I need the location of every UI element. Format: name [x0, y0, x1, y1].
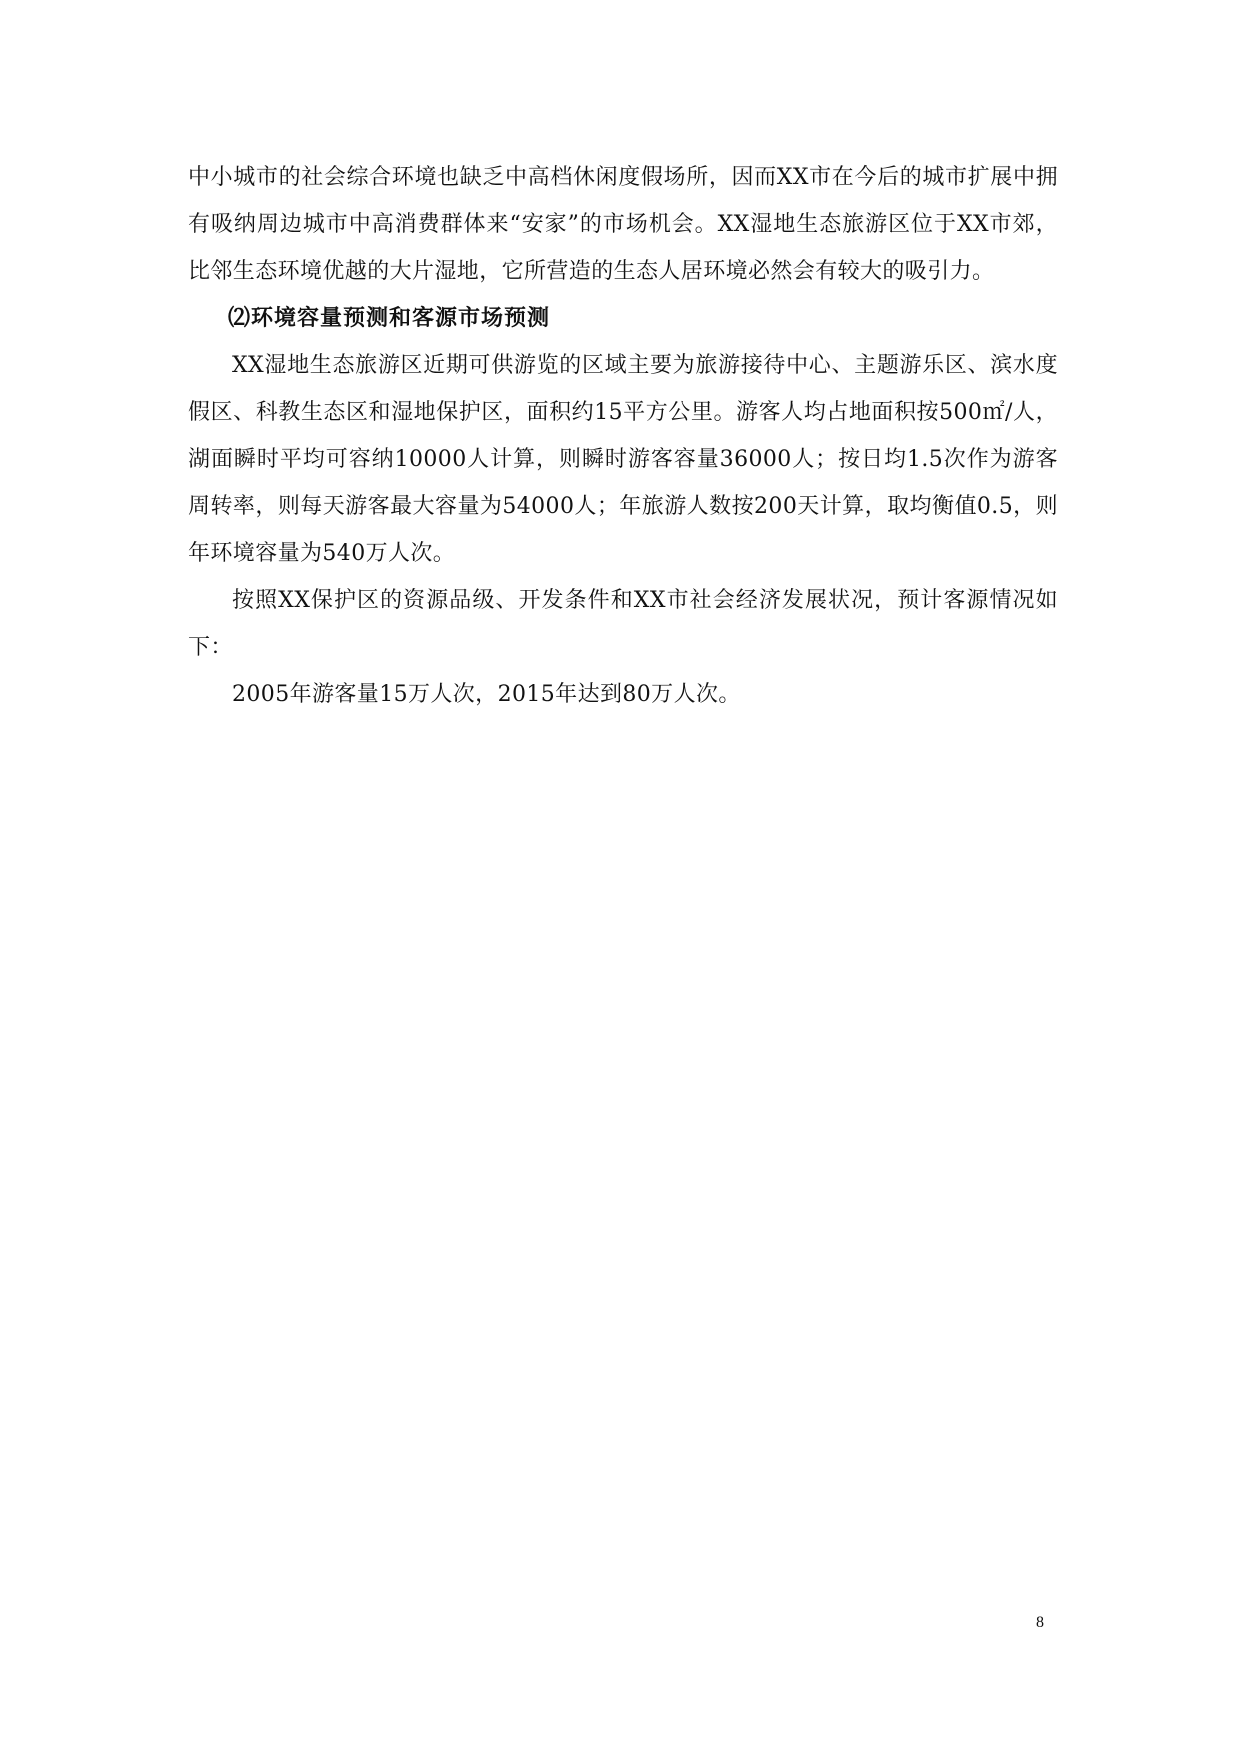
page-number: 8: [1036, 1614, 1044, 1631]
body-text: [188, 154, 1058, 718]
paragraph-visitor-forecast: 2005年游客量15万人次，2015年达到80万人次。: [232, 682, 741, 707]
paragraph-continuation: 中小城市的社会综合环境也缺乏中高档休闲度假场所，因而XX市在今后的城市扩展中拥有吸纳周边城市中高消费群体来“安家”的市场机会。XX湿地生态旅游区位于XX市郊，比邻生态环境优越的大片湿地，它所营造的生态人居环境必然会有较大的吸引力。: [188, 165, 1058, 284]
paragraph-source-market: 按照XX保护区的资源品级、开发条件和XX市社会经济发展状况，预计客源情况如下：: [188, 588, 1058, 660]
section-heading: ⑵环境容量预测和客源市场预测: [228, 306, 551, 331]
paragraph-capacity: XX湿地生态旅游区近期可供游览的区域主要为旅游接待中心、主题游乐区、滨水度假区、科教生态区和湿地保护区，面积约15平方公里。游客人均占地面积按500㎡/人，湖面瞬时平均可容纳10000人计算，则瞬时游客容量36000人；按日均1.5次作为游客周转率，则每天游客最大容量为54000人；年旅游人数按200天计算，取均衡值0.5，则年环境容量为540万人次。: [188, 353, 1058, 566]
